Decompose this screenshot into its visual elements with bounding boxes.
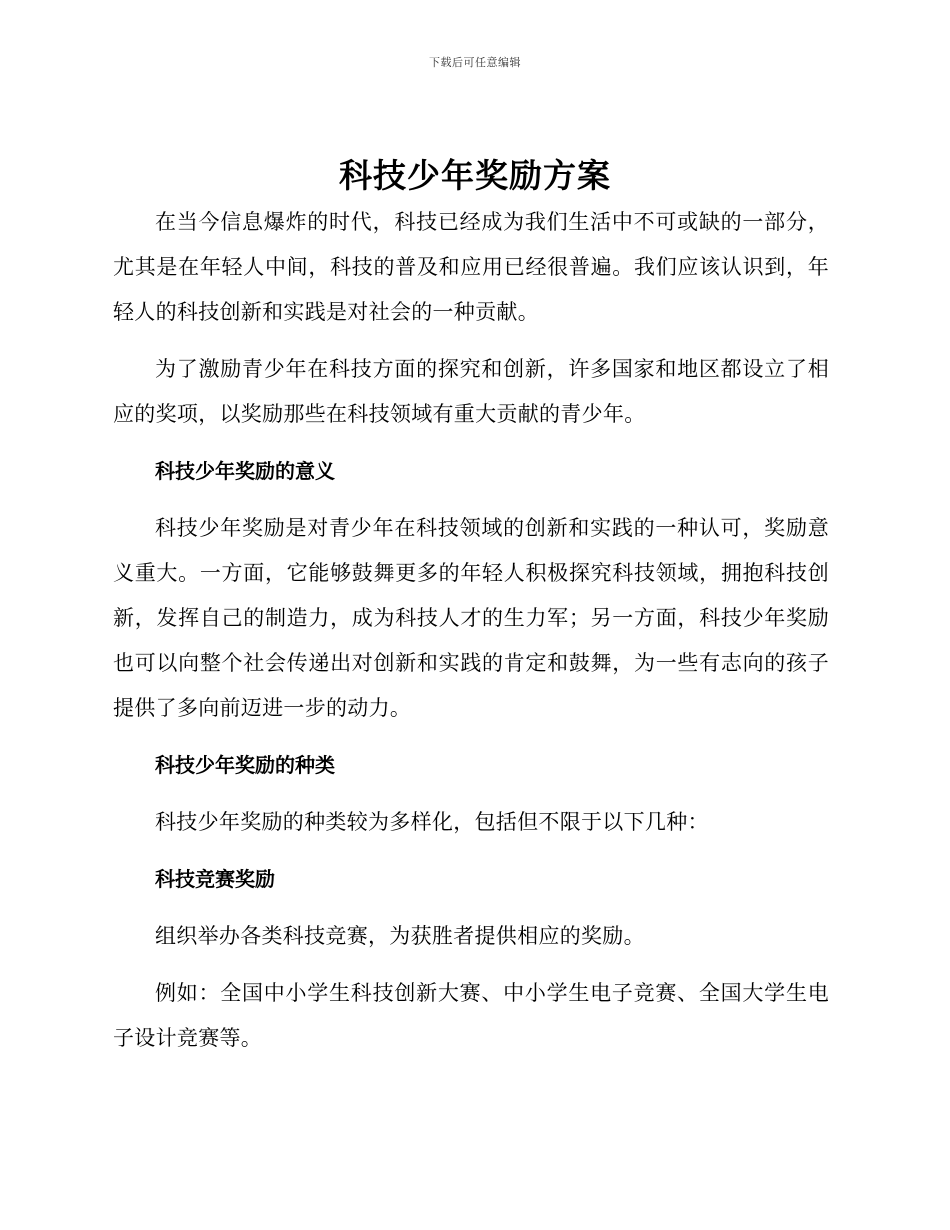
header-note: 下载后可任意编辑 bbox=[429, 56, 521, 69]
document-title: 科技少年奖励方案 bbox=[339, 156, 611, 195]
intro-paragraph-1: 在当今信息爆炸的时代，科技已经成为我们生活中不可或缺的一部分，尤其是在年轻人中间，科技的普及和应用已经很普遍。我们应该认识到，年轻人的科技创新和实践是对社会的一种贡献。 bbox=[113, 210, 829, 324]
section-heading-meaning: 科技少年奖励的意义 bbox=[155, 459, 335, 483]
intro-paragraph-2: 为了激励青少年在科技方面的探究和创新，许多国家和地区都设立了相应的奖项，以奖励那些在科技领域有重大贡献的青少年。 bbox=[113, 357, 829, 426]
document-body bbox=[113, 200, 829, 1073]
section-heading-types: 科技少年奖励的种类 bbox=[155, 753, 335, 777]
types-paragraph: 科技少年奖励的种类较为多样化，包括但不限于以下几种： bbox=[155, 810, 709, 834]
contest-paragraph: 组织举办各类科技竞赛，为获胜者提供相应的奖励。 bbox=[155, 924, 645, 948]
contest-example-paragraph: 例如：全国中小学生科技创新大赛、中小学生电子竞赛、全国大学生电子设计竞赛等。 bbox=[113, 981, 829, 1050]
section-heading-contest: 科技竞赛奖励 bbox=[155, 867, 275, 891]
meaning-paragraph: 科技少年奖励是对青少年在科技领域的创新和实践的一种认可，奖励意义重大。一方面，它能够鼓舞更多的年轻人积极探究科技领域，拥抱科技创新，发挥自己的制造力，成为科技人才的生力军；另一方面，科技少年奖励也可以向整个社会传递出对创新和实践的肯定和鼓舞，为一些有志向的孩子提供了多向前迈进一步的动力。 bbox=[113, 516, 829, 720]
